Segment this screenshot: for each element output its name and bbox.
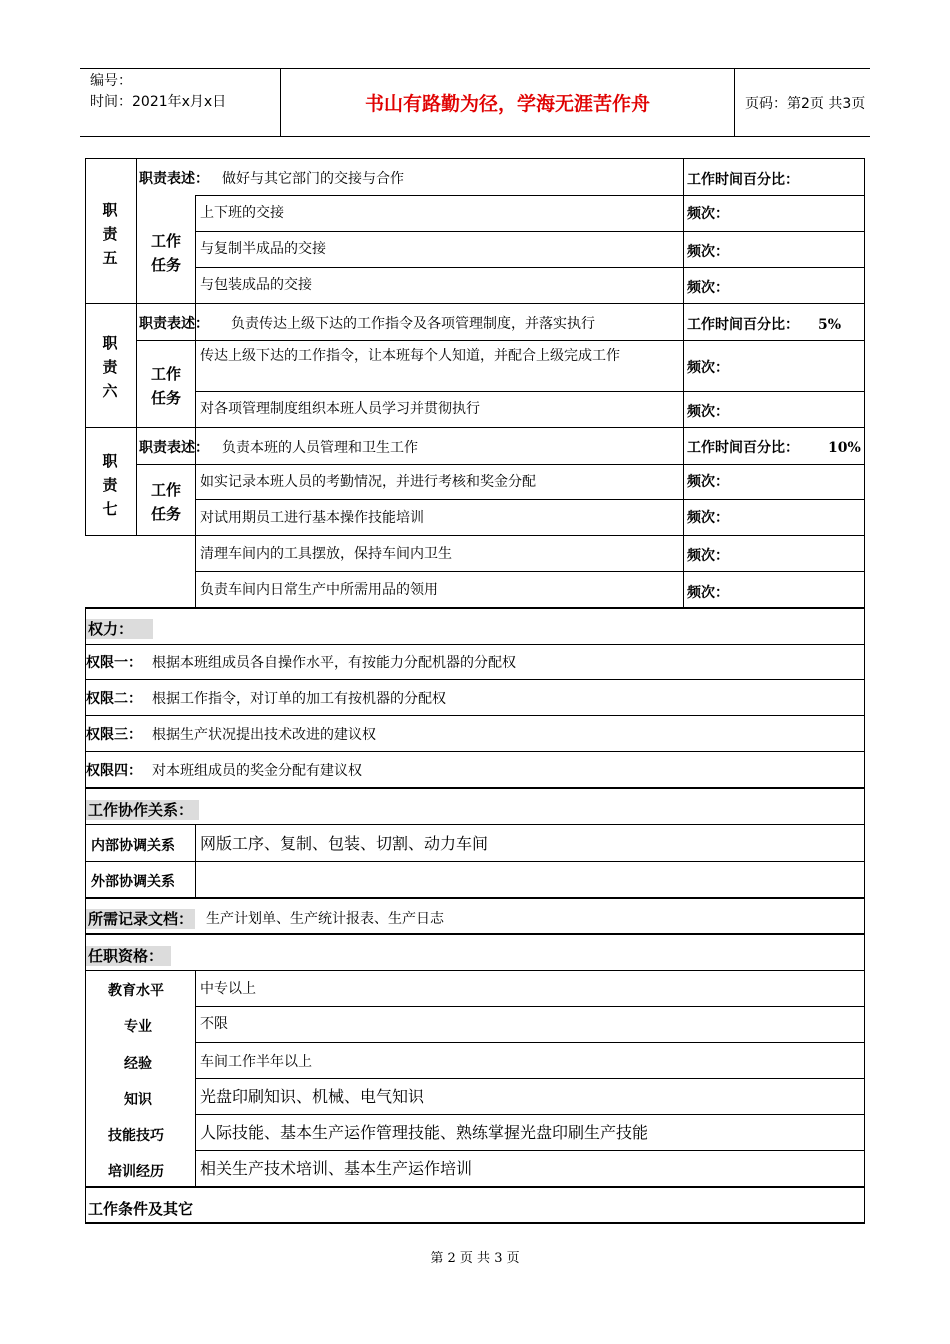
authority-label: 权限三： bbox=[86, 727, 142, 743]
authority-text: 根据本班组成员各自操作水平，有按能力分配机器的分配权 bbox=[152, 655, 516, 671]
task-item: 与复制半成品的交接 bbox=[200, 241, 326, 257]
qualification-label: 教育水平 bbox=[108, 983, 164, 999]
header-page-info: 页码：第2页 共3页 bbox=[745, 95, 866, 112]
qualification-label: 知识 bbox=[124, 1092, 152, 1108]
duty-desc: 做好与其它部门的交接与合作 bbox=[222, 171, 404, 187]
duty-title: 职责六 bbox=[102, 334, 118, 400]
authority-text: 根据工作指令，对订单的加工有按机器的分配权 bbox=[152, 691, 446, 707]
frequency-label: 频次： bbox=[687, 244, 729, 260]
frequency-label: 频次： bbox=[687, 474, 729, 490]
task-item: 如实记录本班人员的考勤情况，并进行考核和奖金分配 bbox=[200, 474, 536, 490]
frequency-label: 频次： bbox=[687, 206, 729, 222]
relations-title: 工作协作关系： bbox=[86, 800, 199, 820]
duty-desc-label: 职责表述： bbox=[139, 171, 209, 187]
qualification-value: 人际技能、基本生产运作管理技能、熟练掌握光盘印刷生产技能 bbox=[200, 1123, 649, 1142]
task-item: 清理车间内的工具摆放，保持车间内卫生 bbox=[200, 546, 452, 562]
qualification-label: 技能技巧 bbox=[108, 1128, 164, 1144]
authority-label: 权限四： bbox=[86, 763, 142, 779]
task-item: 对各项管理制度组织本班人员学习并贯彻执行 bbox=[200, 401, 480, 417]
internal-relations: 网版工序、复制、包装、切割、动力车间 bbox=[200, 834, 489, 853]
qualification-label: 培训经历 bbox=[108, 1164, 164, 1180]
qualification-label: 经验 bbox=[124, 1056, 152, 1072]
document-time: 时间：2021年x月x日 bbox=[90, 94, 227, 110]
authority-label: 权限二： bbox=[86, 691, 142, 707]
percent-value: 5% bbox=[818, 317, 842, 333]
qualification-label: 专业 bbox=[124, 1019, 152, 1035]
task-item: 上下班的交接 bbox=[200, 205, 284, 221]
frequency-label: 频次： bbox=[687, 510, 729, 526]
task-item: 对试用期员工进行基本操作技能培训 bbox=[200, 510, 424, 526]
authority-text: 根据生产状况提出技术改进的建议权 bbox=[152, 727, 376, 743]
external-relations-label: 外部协调关系 bbox=[91, 874, 175, 890]
qualification-value: 中专以上 bbox=[200, 981, 256, 997]
duty-desc: 负责传达上级下达的工作指令及各项管理制度，并落实执行 bbox=[231, 316, 595, 332]
task-label: 工作任务 bbox=[150, 365, 181, 407]
duty-title: 职责五 bbox=[102, 201, 118, 267]
percent-label: 工作时间百分比： bbox=[687, 172, 799, 188]
qualification-value: 车间工作半年以上 bbox=[200, 1054, 312, 1070]
frequency-label: 频次： bbox=[687, 548, 729, 564]
frequency-label: 频次： bbox=[687, 280, 729, 296]
percent-value: 10% bbox=[828, 440, 861, 456]
duty-desc-label: 职责表述： bbox=[139, 316, 209, 332]
frequency-label: 频次： bbox=[687, 585, 729, 601]
records-label: 所需记录文档： bbox=[88, 910, 194, 928]
document-number-label: 编号： bbox=[90, 73, 132, 89]
page-footer: 第 2 页 共 3 页 bbox=[430, 1251, 520, 1266]
qualifications-title: 任职资格： bbox=[86, 946, 171, 966]
task-item: 负责车间内日常生产中所需用品的领用 bbox=[200, 582, 438, 598]
internal-relations-label: 内部协调关系 bbox=[91, 838, 175, 854]
duty-desc: 负责本班的人员管理和卫生工作 bbox=[222, 440, 418, 456]
task-label: 工作任务 bbox=[150, 481, 181, 523]
duty-desc-label: 职责表述： bbox=[139, 440, 209, 456]
qualification-value: 相关生产技术培训、基本生产运作培训 bbox=[200, 1159, 473, 1178]
task-item: 与包装成品的交接 bbox=[200, 277, 312, 293]
authority-text: 对本班组成员的奖金分配有建议权 bbox=[152, 763, 362, 779]
qualification-value: 不限 bbox=[200, 1016, 228, 1032]
task-item: 传达上级下达的工作指令，让本班每个人知道，并配合上级完成工作 bbox=[200, 348, 620, 364]
conditions-title: 工作条件及其它 bbox=[88, 1200, 194, 1218]
records-text: 生产计划单、生产统计报表、生产日志 bbox=[206, 911, 444, 927]
frequency-label: 频次： bbox=[687, 404, 729, 420]
authority-label: 权限一： bbox=[86, 655, 142, 671]
percent-label: 工作时间百分比： bbox=[687, 440, 799, 456]
header-motto: 书山有路勤为径，学海无涯苦作舟 bbox=[280, 69, 735, 136]
task-label: 工作任务 bbox=[150, 232, 181, 274]
frequency-label: 频次： bbox=[687, 360, 729, 376]
percent-label: 工作时间百分比： bbox=[687, 317, 799, 333]
duty-title: 职责七 bbox=[102, 452, 118, 518]
header-meta bbox=[80, 69, 280, 136]
qualification-value: 光盘印刷知识、机械、电气知识 bbox=[200, 1087, 425, 1106]
authority-title: 权力： bbox=[86, 619, 153, 639]
page-header bbox=[80, 68, 870, 137]
